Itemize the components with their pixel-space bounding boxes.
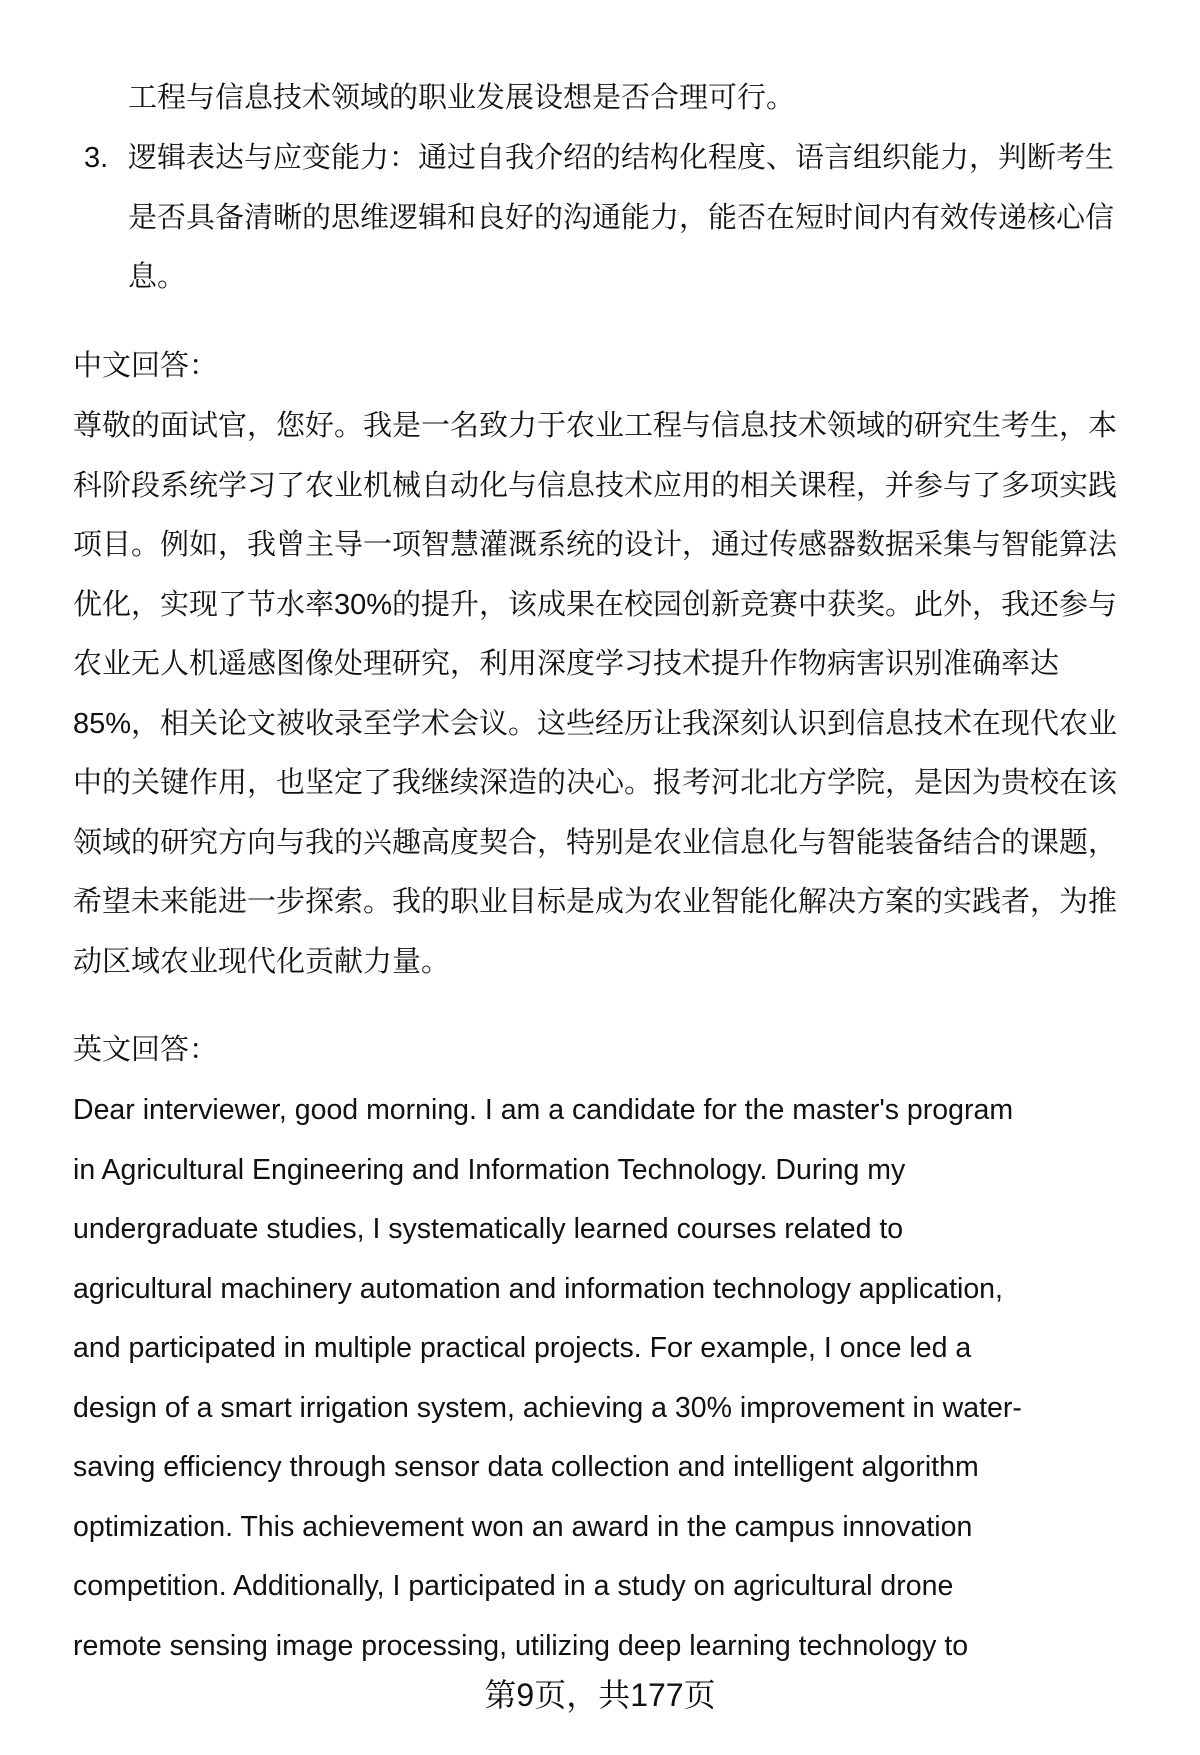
criteria-item-3-number: 3.	[84, 142, 109, 174]
english-answer-heading: 英文回答：	[73, 1034, 219, 1066]
text-line: 是否具备清晰的思维逻辑和良好的沟通能力，能否在短时间内有效传递核心信	[128, 201, 1115, 234]
text-line: competition. Additionally, I participated in a study on agricultural drone	[73, 1570, 954, 1602]
text-line: 领域的研究方向与我的兴趣高度契合，特别是农业信息化与智能装备结合的课题，	[73, 826, 1118, 859]
text-line: and participated in multiple practical projects. For example, I once led a	[73, 1332, 972, 1364]
text-line: optimization. This achievement won an award in the campus innovation	[73, 1510, 973, 1543]
text-line: 85%，相关论文被收录至学术会议。这些经历让我深刻认识到信息技术在现代农业	[73, 707, 1118, 740]
text-line: 科阶段系统学习了农业机械自动化与信息技术应用的相关课程，并参与了多项实践	[73, 469, 1118, 502]
chinese-answer-heading: 中文回答：	[73, 350, 219, 382]
text-line: 中的关键作用，也坚定了我继续深造的决心。报考河北北方学院，是因为贵校在该	[73, 767, 1118, 799]
text-line: 项目。例如，我曾主导一项智慧灌溉系统的设计，通过传感器数据采集与智能算法	[73, 529, 1118, 561]
criteria-item-2-tail: 工程与信息技术领域的职业发展设想是否合理可行。	[128, 82, 796, 114]
text-line: Dear interviewer, good morning. I am a candidate for the master's program	[73, 1094, 1014, 1126]
text-line: in Agricultural Engineering and Information Technology. During my	[73, 1153, 906, 1186]
text-line: 动区域农业现代化贡献力量。	[73, 945, 451, 978]
text-line: 息。	[128, 261, 187, 293]
text-line: design of a smart irrigation system, achieving a 30% improvement in water-	[73, 1391, 1022, 1424]
text-line: 尊敬的面试官，您好。我是一名致力于农业工程与信息技术领域的研究生考生，本	[73, 410, 1118, 442]
text-line: 逻辑表达与应变能力：通过自我介绍的结构化程度、语言组织能力，判断考生	[128, 142, 1115, 174]
text-line: 农业无人机遥感图像处理研究，利用深度学习技术提升作物病害识别准确率达	[73, 648, 1060, 680]
text-line: remote sensing image processing, utilizing deep learning technology to	[73, 1629, 969, 1662]
text-line: 优化，实现了节水率30%的提升，该成果在校园创新竞赛中获奖。此外，我还参与	[73, 588, 1118, 621]
page-number-footer: 第9页，共177页	[484, 1677, 716, 1713]
text-line: agricultural machinery automation and information technology application,	[73, 1272, 1003, 1305]
text-line: saving efficiency through sensor data collection and intelligent algorithm	[73, 1451, 979, 1483]
text-line: 希望未来能进一步探索。我的职业目标是成为农业智能化解决方案的实践者，为推	[73, 886, 1118, 918]
text-line: undergraduate studies, I systematically learned courses related to	[73, 1213, 904, 1245]
